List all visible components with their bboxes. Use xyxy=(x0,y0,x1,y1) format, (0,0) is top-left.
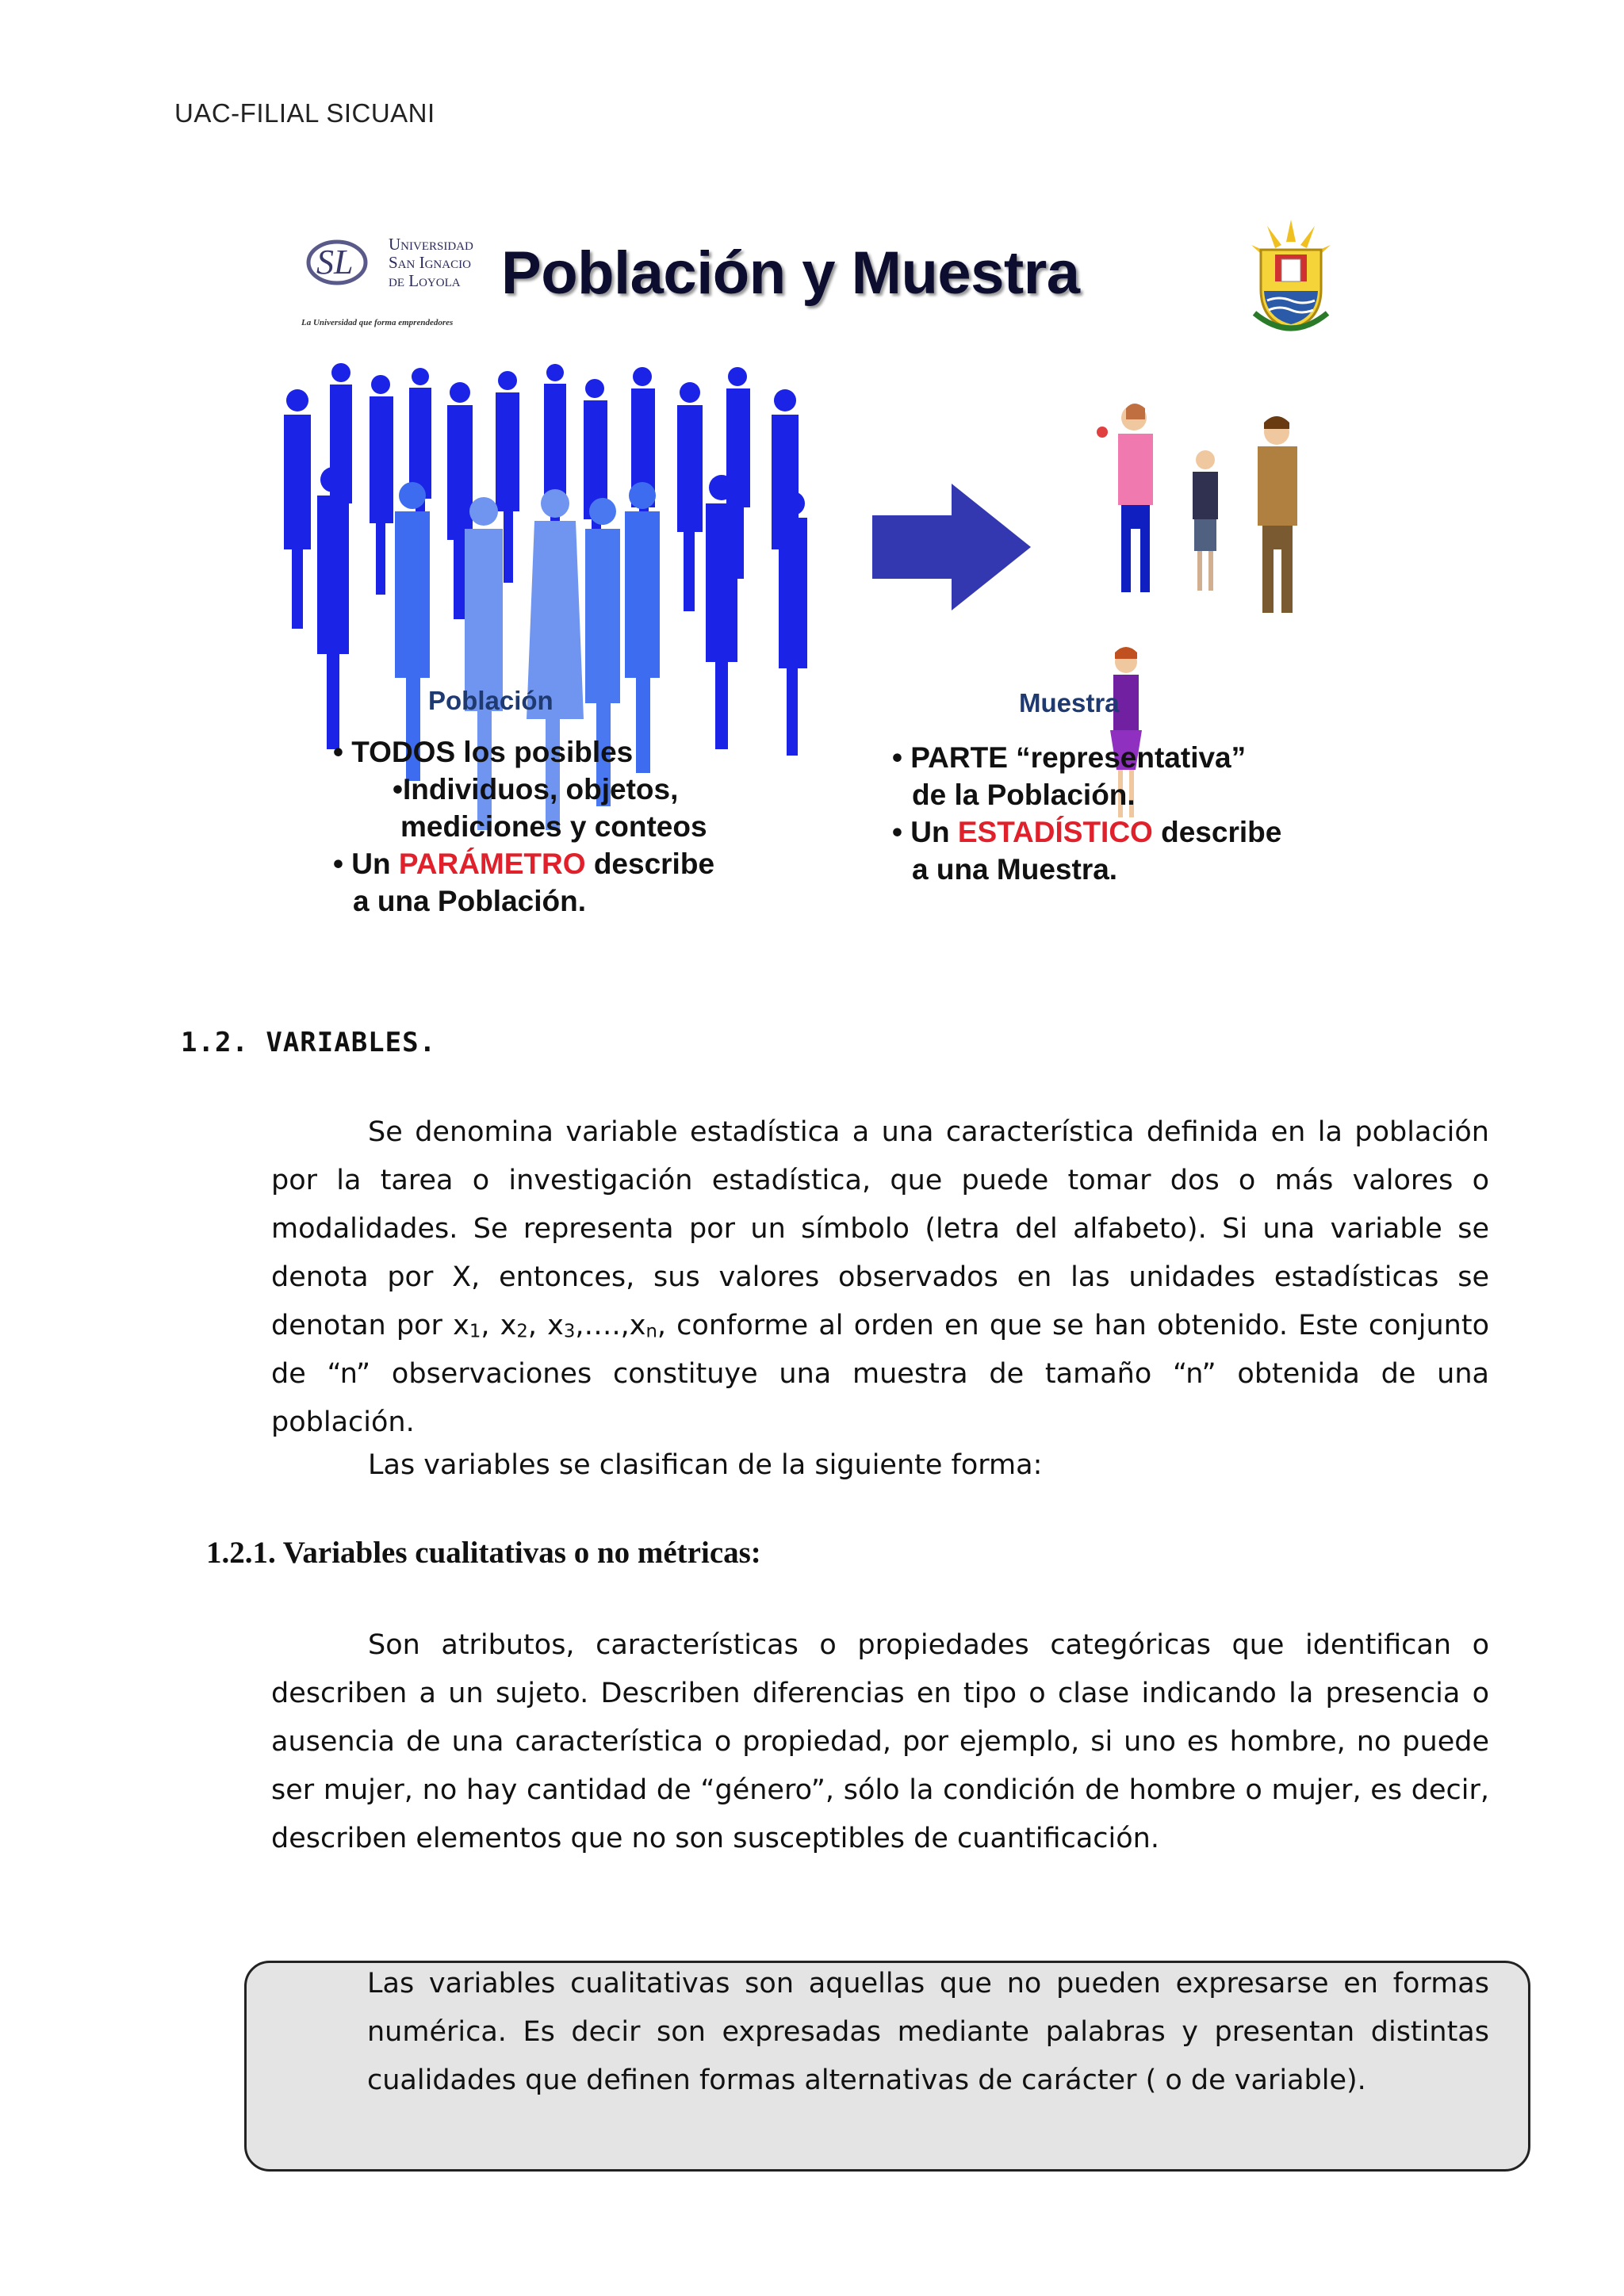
subscript: 2 xyxy=(516,1321,528,1342)
subscript: 1 xyxy=(469,1321,481,1342)
bullet-subitem: •Individuos, objetos, xyxy=(393,773,679,806)
paragraph-text: ,….,x xyxy=(575,1310,646,1341)
bullet-emphasis: TODOS xyxy=(351,736,456,768)
bullet-item: • Un ESTADÍSTICO describe xyxy=(892,816,1282,848)
subscript: n xyxy=(645,1321,657,1342)
slide-title: Población y Muestra xyxy=(501,239,1080,307)
university-name-line: Universidad xyxy=(389,235,473,254)
bullet-item: • Un PARÁMETRO describe xyxy=(333,848,715,880)
paragraph-text: , x xyxy=(527,1310,564,1341)
bullet-subitem: mediciones y conteos xyxy=(400,810,707,843)
population-label: Población xyxy=(428,686,553,715)
section-heading: 1.2. VARIABLES. xyxy=(181,1027,437,1058)
qualitative-variables-paragraph: Son atributos, características o propiedades categóricas que identifican o describen a un sujeto. Describen diferencias en tipo o clase indicando la presencia o ausencia de una característica o propiedad, por ejemplo, si uno es hombre, no puede ser mujer, no hay cantidad de “género”, sólo la condición de hombre o mujer, es decir, describen elementos que no son susceptibles de cuantificación. xyxy=(271,1629,1489,1854)
callout-text: Las variables cualitativas son aquellas que no pueden expresarse en formas numérica. Es decir son expresadas mediante palabras y presentan distintas cualidades que definen formas alternativas de carácter ( o de variable). xyxy=(367,1968,1489,2096)
bullet-text: a una Población. xyxy=(353,885,586,917)
bullet-text: los posibles xyxy=(455,736,634,768)
variables-definition-paragraph xyxy=(271,1108,1489,1447)
paragraph-text: Se denomina variable estadística a una característica definida en la población por la tarea o investigación estadística, que puede tomar dos o más valores o modalidades. Se representa por un símbolo (letra del alfabeto). Si una variable se denota por X, entonces, sus valores observados en las unidades estadísticas se denotan por x xyxy=(271,1116,1489,1341)
paragraph-text: , x xyxy=(481,1310,517,1341)
bullet-text: Un xyxy=(351,848,399,880)
population-sample-figure xyxy=(270,202,1364,939)
sample-bullets xyxy=(892,739,1336,888)
parameter-highlight: PARÁMETRO xyxy=(398,848,586,880)
university-name xyxy=(389,235,473,290)
university-logo xyxy=(305,234,378,289)
callao-crest-icon xyxy=(1243,218,1339,337)
paragraph-text: , conforme al orden en que se han obtenido. Este conjunto de “n” observaciones constituye una muestra de tamaño “n” obtenida de una población. xyxy=(271,1310,1490,1438)
population-bullets xyxy=(333,733,825,920)
subsection-heading: 1.2.1. Variables cualitativas o no métricas: xyxy=(206,1536,761,1570)
sample-label: Muestra xyxy=(1019,688,1120,718)
bullet-text: Un xyxy=(910,816,958,848)
arrow-right-icon xyxy=(872,484,1031,610)
bullet-text: describe xyxy=(1152,816,1282,848)
university-name-line: San Ignacio xyxy=(389,253,471,272)
statistic-highlight: ESTADÍSTICO xyxy=(957,816,1153,848)
classification-intro-paragraph: Las variables se clasifican de la siguiente forma: xyxy=(368,1449,1043,1481)
university-tagline: La Universidad que forma emprendedores xyxy=(301,318,454,327)
page-header: UAC-FILIAL SICUANI xyxy=(174,98,435,128)
bullet-text: a una Muestra. xyxy=(912,853,1118,886)
bullet-text: PARTE “representativa” xyxy=(910,741,1247,774)
bullet-item: • PARTE “representativa” xyxy=(892,741,1247,774)
bullet-text: describe xyxy=(585,848,715,880)
university-name-line: de Loyola xyxy=(389,271,461,290)
bullet-text: de la Población. xyxy=(912,779,1136,811)
svg-text:SL: SL xyxy=(316,243,354,281)
subscript: 3 xyxy=(563,1321,576,1342)
bullet-item: • TODOS los posibles xyxy=(333,736,634,768)
